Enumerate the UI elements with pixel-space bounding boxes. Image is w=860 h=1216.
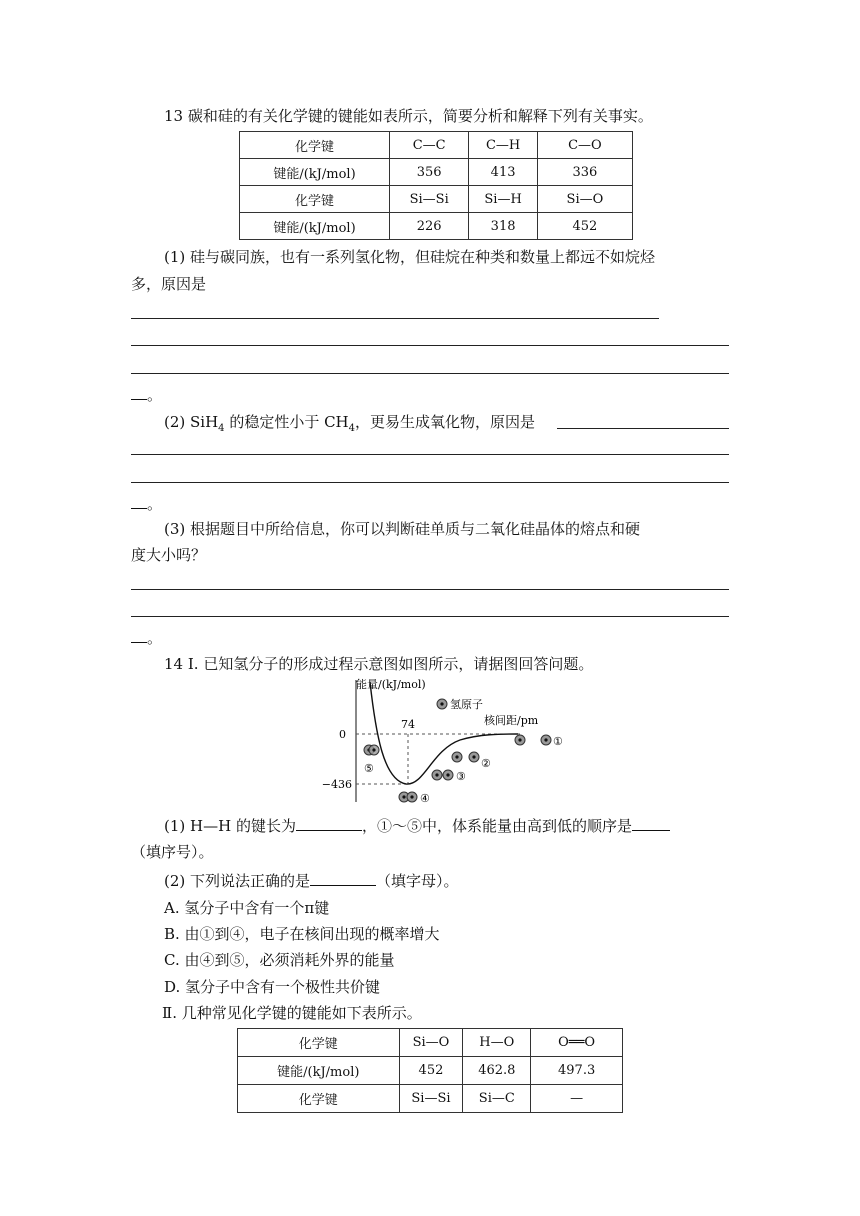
q14-part1-line1 (164, 814, 670, 838)
hydrogen-energy-diagram (320, 676, 600, 810)
table-cell: Si—O (399, 1029, 463, 1057)
table-row (240, 213, 633, 240)
x-axis-label: 核间距/pm (484, 714, 539, 727)
potential-curve (370, 682, 518, 784)
answer-blank[interactable] (310, 871, 376, 886)
legend-hydrogen-atom (437, 697, 483, 711)
answer-line[interactable] (131, 589, 729, 590)
table-cell: C—O (537, 132, 632, 159)
text: （填字母）。 (376, 872, 459, 890)
table-cell: 键能/(kJ/mol) (238, 1057, 400, 1085)
table-cell: 键能/(kJ/mol) (240, 213, 390, 240)
table-cell: Si—Si (399, 1085, 463, 1113)
table-cell: 413 (469, 159, 537, 186)
answer-line[interactable] (131, 616, 729, 617)
state-2-atoms (452, 752, 491, 770)
q13-part3-line1: (3) 根据题目中所给信息，你可以判断硅单质与二氧化硅晶体的熔点和硬 (164, 520, 641, 538)
y-axis-label: 能量/(kJ/mol) (356, 678, 426, 691)
table-cell: 化学键 (238, 1085, 400, 1113)
option-b: B. 由①到④，电子在核间出现的概率增大 (164, 925, 440, 943)
table-cell: C—H (469, 132, 537, 159)
table-cell: 356 (390, 159, 469, 186)
table-cell: 化学键 (238, 1029, 400, 1057)
answer-line-end[interactable] (131, 492, 162, 516)
table-cell: Si—Si (390, 186, 469, 213)
table-cell: O══O (531, 1029, 623, 1057)
q13-part3-line2: 度大小吗？ (131, 546, 207, 564)
answer-blank[interactable] (557, 428, 729, 429)
period-mark: 。 (147, 386, 163, 404)
state-label: ⑤ (364, 762, 374, 775)
y-zero-label: 0 (339, 728, 346, 741)
text: (1) H—H 的键长为 (164, 817, 296, 835)
part2-title: Ⅱ. 几种常见化学键的键能如下表所示。 (162, 1004, 422, 1022)
subscript: 4 (348, 423, 356, 434)
option-a: A. 氢分子中含有一个π键 (164, 899, 330, 917)
q13-part1-line1: (1) 硅与碳同族，也有一系列氢化物，但硅烷在种类和数量上都远不如烷烃 (164, 248, 656, 266)
table-cell: 226 (390, 213, 469, 240)
period-mark: 。 (147, 495, 163, 513)
state-label: ② (481, 757, 491, 770)
answer-line[interactable] (131, 345, 729, 346)
table-cell: 497.3 (531, 1057, 623, 1085)
answer-line-end[interactable] (131, 383, 162, 407)
q14-part1-line2: （填序号）。 (131, 843, 214, 861)
answer-line[interactable] (131, 318, 659, 319)
table-cell: — (531, 1085, 623, 1113)
q14-part2 (164, 869, 459, 893)
q14-title: 14 Ⅰ. 已知氢分子的形成过程示意图如图所示，请据图回答问题。 (164, 655, 594, 673)
table-row (238, 1085, 623, 1113)
answer-line[interactable] (131, 373, 729, 374)
state-5-atoms (364, 745, 379, 775)
table-cell: 452 (537, 213, 632, 240)
text: (2) SiH (164, 413, 219, 431)
answer-line-end[interactable] (131, 626, 162, 650)
q13-title: 13 碳和硅的有关化学键的键能如表所示，简要分析和解释下列有关事实。 (164, 107, 653, 125)
answer-line[interactable] (131, 482, 729, 483)
table-cell: 化学键 (240, 132, 390, 159)
table-row (238, 1057, 623, 1085)
period-mark: 。 (147, 629, 163, 647)
state-1-atoms (515, 735, 563, 748)
answer-line[interactable] (131, 454, 729, 455)
table-cell: Si—C (463, 1085, 531, 1113)
table-cell: 化学键 (240, 186, 390, 213)
table-cell: H—O (463, 1029, 531, 1057)
option-c: C. 由④到⑤，必须消耗外界的能量 (164, 951, 395, 969)
table-cell: C—C (390, 132, 469, 159)
text: ，①～⑤中，体系能量由高到低的顺序是 (361, 817, 632, 835)
state-label: ④ (420, 792, 430, 805)
table-cell: 318 (469, 213, 537, 240)
y-min-label: −436 (321, 778, 352, 791)
table-cell: 452 (399, 1057, 463, 1085)
table-cell: 462.8 (463, 1057, 531, 1085)
q13-part2-line1 (164, 410, 535, 434)
state-label: ① (553, 735, 563, 748)
state-label: ③ (456, 770, 466, 783)
bond-energy-table-c-si (239, 131, 633, 240)
text: ，更易生成氧化物，原因是 (355, 413, 536, 431)
state-4-atoms (399, 792, 430, 805)
answer-blank[interactable] (632, 816, 670, 831)
state-3-atoms (432, 770, 466, 783)
text: 的稳定性小于 CH (224, 413, 349, 431)
table-row (238, 1029, 623, 1057)
table-row (240, 132, 633, 159)
table-row (240, 159, 633, 186)
q13-part1-line2: 多，原因是 (131, 275, 207, 293)
bond-energy-table-2 (237, 1028, 623, 1113)
x-mark-label: 74 (401, 718, 415, 731)
option-d: D. 氢分子中含有一个极性共价键 (164, 978, 381, 996)
table-cell: Si—H (469, 186, 537, 213)
answer-blank[interactable] (296, 816, 362, 831)
table-cell: Si—O (537, 186, 632, 213)
legend-label: 氢原子 (450, 698, 483, 711)
text: (2) 下列说法正确的是 (164, 872, 311, 890)
table-cell: 336 (537, 159, 632, 186)
table-cell: 键能/(kJ/mol) (240, 159, 390, 186)
table-row (240, 186, 633, 213)
subscript: 4 (218, 423, 225, 434)
